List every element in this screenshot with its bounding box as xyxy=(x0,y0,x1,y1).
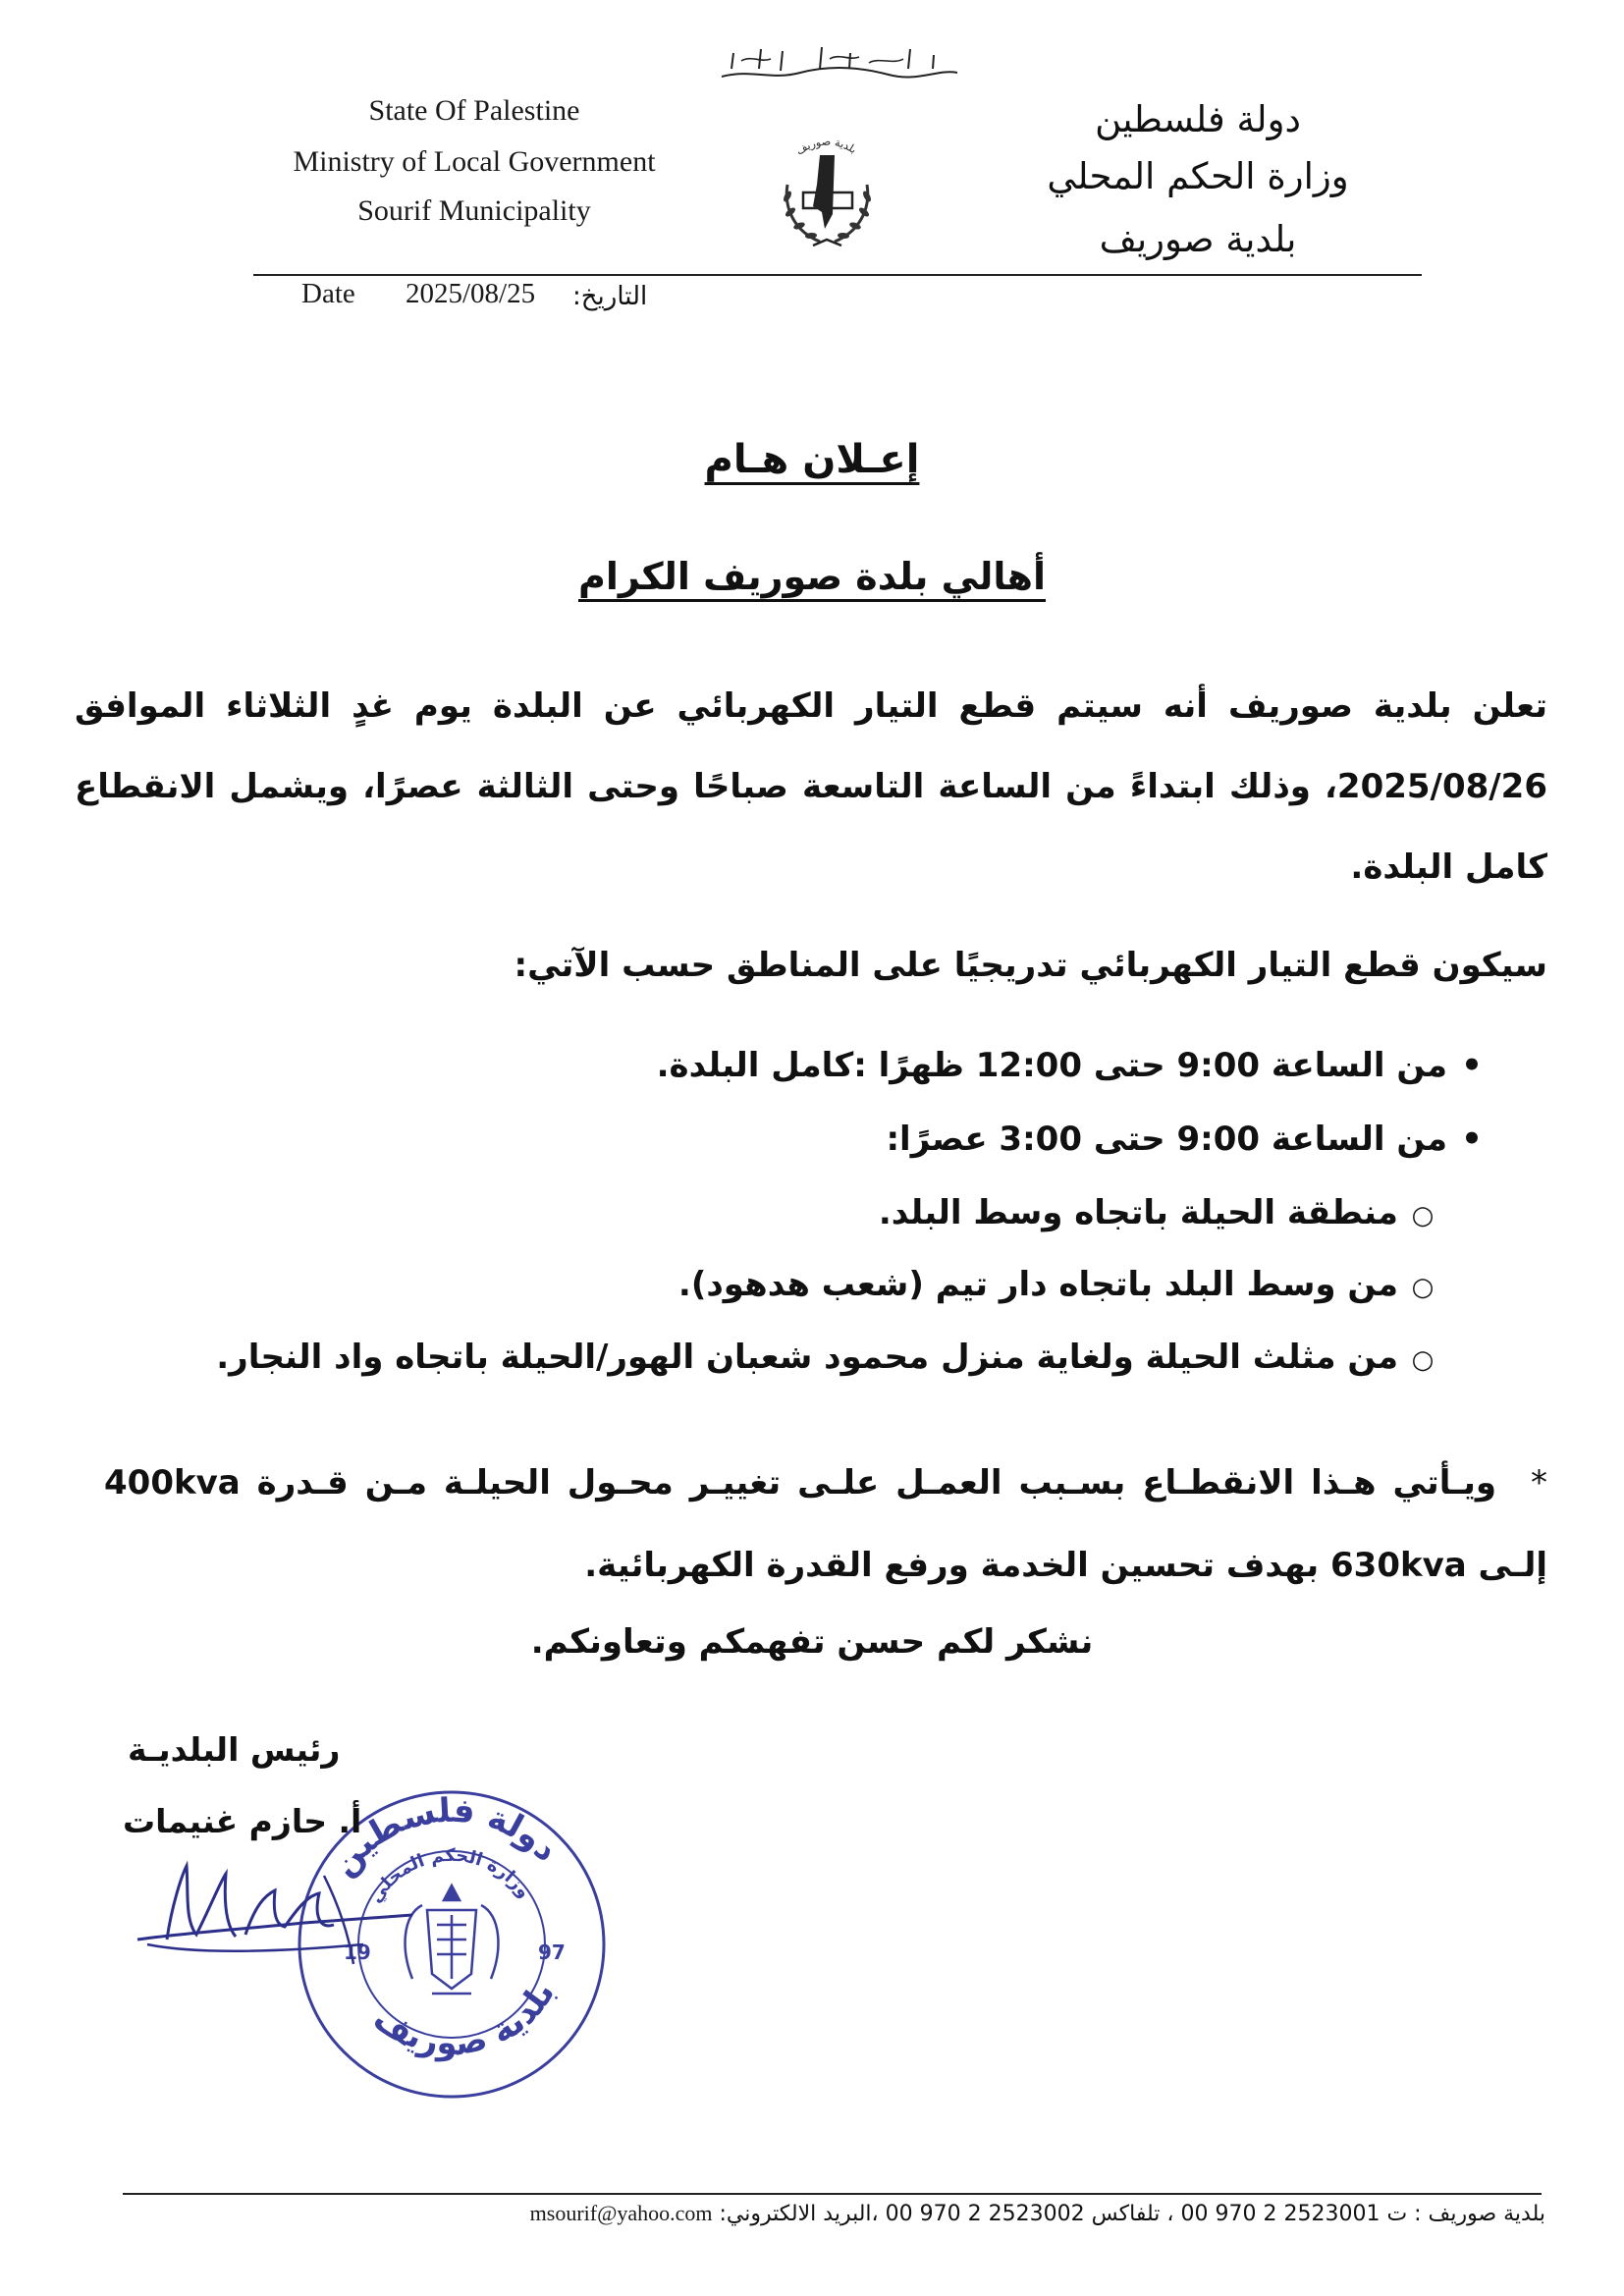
notice-subtitle: أهالي بلدة صوريف الكرام xyxy=(577,555,1047,598)
header-en-state: State Of Palestine xyxy=(368,94,580,127)
circle-bullet-icon: ○ xyxy=(1411,1345,1435,1375)
svg-text:بلدية صوريف: بلدية صوريف xyxy=(793,135,859,158)
header-en-ministry: Ministry of Local Government xyxy=(293,145,656,178)
basmala-calligraphy xyxy=(712,39,967,88)
footer-contact-text: بلدية صوريف : ت 2523001 2 970 00 ، تلفاكس 2523002 2 970 00 ،البريد الالكتروني: xyxy=(712,2202,1545,2226)
bullet-dot-icon: • xyxy=(1461,1120,1483,1159)
subitem-text: من مثلث الحيلة ولغاية منزل محمود شعبان الهور/الحيلة باتجاه واد النجار. xyxy=(216,1338,1398,1377)
notice-note xyxy=(104,1442,1547,1607)
circle-bullet-icon: ○ xyxy=(1411,1201,1435,1230)
bullet-text: من الساعة 9:00 حتى 12:00 ظهرًا :كامل البلدة. xyxy=(656,1046,1447,1085)
signatory-name: أ. حازم غنيمات xyxy=(123,1802,362,1840)
date-label: Date xyxy=(301,278,355,309)
footer-divider xyxy=(123,2193,1542,2195)
header-ar-state: دولة فلسطين xyxy=(1095,98,1301,140)
thanks-line: نشكر لكم حسن تفهمكم وتعاونكم. xyxy=(530,1622,1094,1662)
notice-paragraph-2: سيكون قطع التيار الكهربائي تدريجيًا على المناطق حسب الآتي: xyxy=(514,946,1547,985)
svg-text:دولة فلسطين: دولة فلسطين xyxy=(323,1790,567,1885)
header-en-municipality: Sourif Municipality xyxy=(357,194,591,227)
notice-paragraph-1: تعلن بلدية صوريف أنه سيتم قطع التيار الكهربائي عن البلدة يوم غدٍ الثلاثاء الموافق 2025/08/26، وذلك ابتداءً من الساعة التاسعة صباحًا وحتى الثالثة عصرًا، ويشمل الانقطاع كامل البلدة. xyxy=(75,686,1547,887)
schedule-subitem-1 xyxy=(73,1193,1447,1232)
note-text: ويـأتي هـذا الانقطـاع بسـبب العمـل علـى تغييـر محـول الحيلـة مـن قـدرة 400kva إلـى 630kva بهدف تحسين الخدمة ورفع القدرة الكهربائية. xyxy=(104,1463,1547,1585)
schedule-subitem-3 xyxy=(73,1338,1447,1377)
date-label-ar: التاريخ: xyxy=(572,282,648,311)
bullet-dot-icon: • xyxy=(1461,1046,1483,1085)
header-ar-ministry: وزارة الحكم المحلي xyxy=(1047,155,1349,197)
signatory-title: رئيس البلديـة xyxy=(128,1730,341,1769)
svg-text:وزارة الحكم المحلي: وزارة الحكم المحلي xyxy=(364,1844,535,1907)
schedule-subitem-2 xyxy=(73,1265,1447,1304)
circle-bullet-icon: ○ xyxy=(1411,1273,1435,1302)
footer-email: msourif@yahoo.com xyxy=(529,2201,713,2225)
notice-title: إعـلان هـام xyxy=(704,437,920,482)
handwritten-signature xyxy=(128,1846,422,1984)
footer-contact xyxy=(92,2201,1545,2226)
header-ar-municipality: بلدية صوريف xyxy=(1099,218,1297,260)
bullet-text: من الساعة 9:00 حتى 3:00 عصرًا: xyxy=(886,1120,1447,1159)
schedule-bullet-1 xyxy=(122,1046,1496,1085)
schedule-bullet-2 xyxy=(122,1120,1496,1159)
subitem-text: منطقة الحيلة باتجاه وسط البلد. xyxy=(878,1193,1398,1232)
subitem-text: من وسط البلد باتجاه دار تيم (شعب هدهود). xyxy=(677,1265,1398,1304)
municipality-emblem-icon xyxy=(766,116,889,258)
svg-text:19: 19 xyxy=(344,1941,371,1964)
svg-text:بلدية صوريف: بلدية صوريف xyxy=(366,1975,564,2064)
svg-text:97: 97 xyxy=(538,1941,566,1964)
asterisk-icon: * xyxy=(1531,1463,1547,1503)
header-divider xyxy=(253,274,1422,276)
date-value: 2025/08/25 xyxy=(406,278,536,309)
